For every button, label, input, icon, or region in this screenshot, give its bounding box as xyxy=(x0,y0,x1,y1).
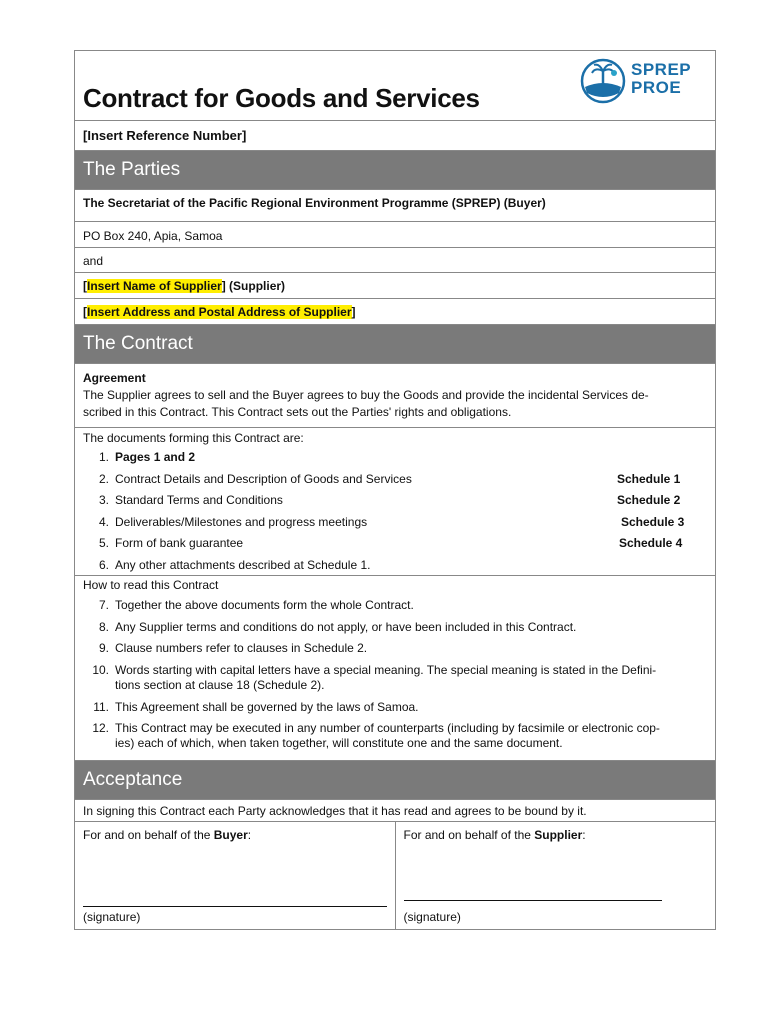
signature-block xyxy=(75,822,715,929)
rules-list xyxy=(83,598,693,753)
section-acceptance: Acceptance xyxy=(75,761,715,800)
agreement-text-2: scribed in this Contract. This Contract sets out the Parties' rights and obligations. xyxy=(83,405,512,419)
acceptance-statement: In signing this Contract each Party acknowledges that it has read and agrees to be bound by it. xyxy=(75,800,715,822)
list-item: 3. Standard Terms and Conditions Schedule 2 xyxy=(98,493,681,507)
how-to-read-title: How to read this Contract xyxy=(83,578,219,592)
supplier-signature-label: (signature) xyxy=(403,910,461,924)
buyer-signature-box[interactable]: For and on behalf of the Buyer: (signature) xyxy=(75,822,396,929)
section-contract: The Contract xyxy=(75,325,715,364)
documents-list xyxy=(83,450,707,579)
and-line: and xyxy=(75,248,715,273)
reference-number: [Insert Reference Number] xyxy=(75,121,715,151)
page-title: Contract for Goods and Services xyxy=(83,83,480,113)
sprep-logo-icon xyxy=(579,57,627,105)
list-item: 2. Contract Details and Description of Goods and Services Schedule 1 xyxy=(98,471,681,486)
buyer-signature-line xyxy=(83,906,387,907)
supplier-signature-line xyxy=(404,900,662,901)
list-item: 5. Form of bank guarantee Schedule 4 xyxy=(98,536,683,550)
sprep-logo xyxy=(579,57,695,109)
how-to-read-block xyxy=(75,576,715,761)
list-item: 12. This Contract may be executed in any number of counterparts (including by facsimile or electronic cop- ies) each of which, when taken together, will constitute one and the same document. xyxy=(92,721,660,750)
section-parties: The Parties xyxy=(75,151,715,190)
agreement-text-1: The Supplier agrees to sell and the Buyer agrees to buy the Goods and provide the incidental Services de- xyxy=(83,388,649,402)
list-item: 6. Any other attachments described at Schedule 1. xyxy=(98,557,371,572)
supplier-name-line: [Insert Name of Supplier] (Supplier) xyxy=(75,273,715,299)
list-item: 7. Together the above documents form the whole Contract. xyxy=(98,598,414,612)
supplier-address-field[interactable]: Insert Address and Postal Address of Supplier xyxy=(87,305,352,319)
supplier-address-line: [Insert Address and Postal Address of Supplier] xyxy=(75,299,715,325)
supplier-name-field[interactable]: Insert Name of Supplier xyxy=(87,279,222,293)
supplier-signature-box[interactable]: For and on behalf of the Supplier: (signature) xyxy=(396,822,716,929)
list-item: 1. Pages 1 and 2 xyxy=(98,450,196,464)
logo-text: SPREP PROE xyxy=(631,60,692,97)
list-item: 11. This Agreement shall be governed by the laws of Samoa. xyxy=(93,699,419,714)
documents-intro: The documents forming this Contract are: xyxy=(83,431,304,445)
list-item: 8. Any Supplier terms and conditions do not apply, or have been included in this Contract. xyxy=(98,619,577,634)
agreement-title: Agreement xyxy=(83,371,146,385)
list-item: 9. Clause numbers refer to clauses in Schedule 2. xyxy=(98,641,368,655)
list-item: 4. Deliverables/Milestones and progress meetings Schedule 3 xyxy=(98,514,685,529)
documents-block xyxy=(75,428,715,576)
title-row xyxy=(75,51,715,121)
buyer-signature-label: (signature) xyxy=(83,910,141,924)
contract-document xyxy=(74,50,716,930)
buyer-line: The Secretariat of the Pacific Regional Environment Programme (SPREP) (Buyer) xyxy=(75,190,715,222)
list-item: 10. Words starting with capital letters have a special meaning. The special meaning is stated in the Defini- tions section at clause 18 (Schedule 2). xyxy=(92,662,657,692)
buyer-address: PO Box 240, Apia, Samoa xyxy=(75,222,715,248)
agreement-block xyxy=(75,364,715,428)
